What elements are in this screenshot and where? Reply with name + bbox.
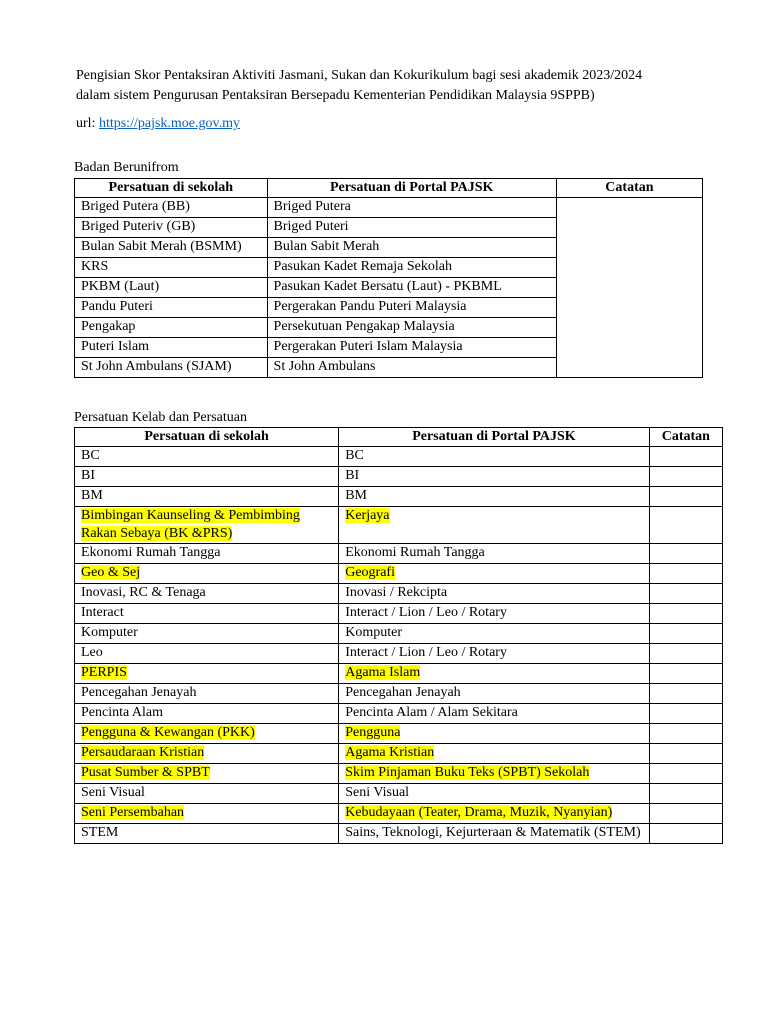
portal-society-cell [339, 664, 649, 684]
notes-cell [649, 487, 722, 507]
header-portal-society: Persatuan di Portal PAJSK [339, 428, 649, 447]
portal-society-cell: Pergerakan Pandu Puteri Malaysia [267, 298, 556, 318]
table-row [75, 644, 723, 664]
table-row [75, 447, 723, 467]
portal-society-cell [339, 507, 649, 544]
portal-society-cell: Briged Puteri [267, 218, 556, 238]
table-row [75, 487, 723, 507]
portal-society-text: Sains, Teknologi, Kejurteraan & Matematik (STEM) [345, 825, 641, 840]
school-society-text: Inovasi, RC & Tenaga [81, 585, 206, 600]
portal-society-cell: Pasukan Kadet Bersatu (Laut) - PKBML [267, 278, 556, 298]
table-row [75, 584, 723, 604]
header-portal-society: Persatuan di Portal PAJSK [267, 179, 556, 198]
school-society-text: BM [81, 488, 103, 503]
table-row [75, 744, 723, 764]
portal-society-cell [339, 624, 649, 644]
portal-society-cell [339, 804, 649, 824]
table-row [75, 604, 723, 624]
portal-society-cell [339, 564, 649, 584]
school-society-cell [75, 664, 339, 684]
notes-cell [556, 198, 702, 378]
school-society-cell: Briged Puteriv (GB) [75, 218, 268, 238]
school-society-cell [75, 764, 339, 784]
school-society-text: Geo & Sej [81, 565, 141, 580]
portal-society-text: BM [345, 488, 368, 503]
table-row [75, 624, 723, 644]
table-row [75, 824, 723, 844]
notes-cell [649, 784, 722, 804]
table-row [75, 507, 723, 544]
notes-cell [649, 507, 722, 544]
school-society-text: Komputer [81, 625, 138, 640]
table-header-row [75, 428, 723, 447]
portal-society-text: Interact / Lion / Leo / Rotary [345, 605, 507, 620]
school-society-cell: KRS [75, 258, 268, 278]
notes-cell [649, 564, 722, 584]
school-society-text: BC [81, 448, 100, 463]
table-row [75, 198, 703, 218]
school-society-cell: Briged Putera (BB) [75, 198, 268, 218]
portal-society-text: Pencinta Alam / Alam Sekitara [345, 705, 518, 720]
notes-cell [649, 644, 722, 664]
school-society-cell [75, 724, 339, 744]
portal-society-cell: Briged Putera [267, 198, 556, 218]
notes-cell [649, 804, 722, 824]
school-society-cell [75, 584, 339, 604]
portal-society-cell [339, 644, 649, 664]
school-society-cell [75, 684, 339, 704]
header-school-society: Persatuan di sekolah [75, 179, 268, 198]
notes-cell [649, 764, 722, 784]
clubs-societies-table [74, 427, 723, 844]
portal-society-cell [339, 487, 649, 507]
portal-society-cell [339, 467, 649, 487]
portal-society-text: Agama Kristian [345, 745, 435, 760]
portal-society-text: Kebudayaan (Teater, Drama, Muzik, Nyanyian) [345, 805, 613, 820]
school-society-text: Pencinta Alam [81, 705, 164, 720]
school-society-text: STEM [81, 825, 119, 840]
notes-cell [649, 744, 722, 764]
portal-society-cell [339, 447, 649, 467]
portal-society-text: Kerjaya [345, 508, 390, 523]
portal-society-cell: Pasukan Kadet Remaja Sekolah [267, 258, 556, 278]
portal-society-cell [339, 784, 649, 804]
portal-society-text: Seni Visual [345, 785, 410, 800]
portal-society-cell [339, 544, 649, 564]
table-row [75, 784, 723, 804]
school-society-text: BI [81, 468, 95, 483]
school-society-text: Pusat Sumber & SPBT [81, 765, 210, 780]
table-row [75, 804, 723, 824]
portal-society-text: Pencegahan Jenayah [345, 685, 461, 700]
portal-society-cell: St John Ambulans [267, 358, 556, 378]
uniform-bodies-table [74, 178, 703, 378]
notes-cell [649, 724, 722, 744]
school-society-cell: Puteri Islam [75, 338, 268, 358]
header-notes: Catatan [649, 428, 722, 447]
table-row [75, 764, 723, 784]
url-line [76, 114, 240, 134]
portal-society-text: Pengguna [345, 725, 401, 740]
portal-society-text: Interact / Lion / Leo / Rotary [345, 645, 507, 660]
table-row [75, 684, 723, 704]
notes-cell [649, 664, 722, 684]
portal-society-cell [339, 824, 649, 844]
portal-society-cell [339, 724, 649, 744]
portal-society-text: Skim Pinjaman Buku Teks (SPBT) Sekolah [345, 765, 590, 780]
notes-cell [649, 544, 722, 564]
school-society-text: Leo [81, 645, 103, 660]
portal-society-cell: Pergerakan Puteri Islam Malaysia [267, 338, 556, 358]
school-society-cell: Pengakap [75, 318, 268, 338]
table-row [75, 564, 723, 584]
notes-cell [649, 604, 722, 624]
portal-society-text: Geografi [345, 565, 395, 580]
school-society-cell [75, 507, 339, 544]
portal-society-text: Inovasi / Rekcipta [345, 585, 448, 600]
school-society-cell [75, 624, 339, 644]
notes-cell [649, 704, 722, 724]
portal-society-cell [339, 704, 649, 724]
intro-paragraph [76, 66, 716, 106]
table-header-row [75, 179, 703, 198]
portal-society-cell [339, 684, 649, 704]
school-society-cell [75, 447, 339, 467]
school-society-cell: St John Ambulans (SJAM) [75, 358, 268, 378]
school-society-cell: Pandu Puteri [75, 298, 268, 318]
url-label: url: [76, 116, 99, 131]
school-society-text: Persaudaraan Kristian [81, 745, 205, 760]
school-society-cell [75, 564, 339, 584]
school-society-text: Seni Persembahan [81, 805, 185, 820]
school-society-cell [75, 544, 339, 564]
table-row [75, 704, 723, 724]
table-row [75, 664, 723, 684]
school-society-cell [75, 804, 339, 824]
school-society-text: Seni Visual [81, 785, 145, 800]
school-society-cell [75, 704, 339, 724]
school-society-text: Bimbingan Kaunseling & Pembimbing Rakan Sebaya (BK &PRS) [81, 508, 300, 541]
intro-line-2: dalam sistem Pengurusan Pentaksiran Bersepadu Kementerian Pendidikan Malaysia 9SPPB) [76, 88, 595, 103]
school-society-cell [75, 744, 339, 764]
notes-cell [649, 624, 722, 644]
portal-society-cell [339, 764, 649, 784]
table1-caption: Badan Berunifrom [74, 160, 179, 175]
notes-cell [649, 684, 722, 704]
portal-society-cell [339, 604, 649, 624]
portal-link[interactable]: https://pajsk.moe.gov.my [98, 116, 240, 131]
school-society-text: PERPIS [81, 665, 127, 680]
intro-line-1: Pengisian Skor Pentaksiran Aktiviti Jasmani, Sukan dan Kokurikulum bagi sesi akademik 2023/2024 [76, 68, 643, 83]
table-row [75, 467, 723, 487]
school-society-text: Pengguna & Kewangan (PKK) [81, 725, 255, 740]
school-society-cell: Bulan Sabit Merah (BSMM) [75, 238, 268, 258]
portal-society-cell [339, 584, 649, 604]
notes-cell [649, 584, 722, 604]
header-notes: Catatan [556, 179, 702, 198]
school-society-cell [75, 467, 339, 487]
notes-cell [649, 824, 722, 844]
header-school-society: Persatuan di sekolah [75, 428, 339, 447]
notes-cell [649, 467, 722, 487]
table2-caption: Persatuan Kelab dan Persatuan [74, 410, 247, 425]
school-society-cell [75, 644, 339, 664]
school-society-cell [75, 487, 339, 507]
notes-cell [649, 447, 722, 467]
school-society-cell [75, 824, 339, 844]
school-society-cell [75, 784, 339, 804]
portal-society-text: BC [345, 448, 364, 463]
table-row [75, 724, 723, 744]
school-society-text: Ekonomi Rumah Tangga [81, 545, 221, 560]
portal-society-text: Komputer [345, 625, 402, 640]
portal-society-cell: Persekutuan Pengakap Malaysia [267, 318, 556, 338]
portal-society-text: BI [345, 468, 360, 483]
school-society-text: Pencegahan Jenayah [81, 685, 197, 700]
portal-society-text: Agama Islam [345, 665, 421, 680]
school-society-cell: PKBM (Laut) [75, 278, 268, 298]
table-row [75, 544, 723, 564]
school-society-text: Interact [81, 605, 124, 620]
portal-society-cell: Bulan Sabit Merah [267, 238, 556, 258]
portal-society-cell [339, 744, 649, 764]
school-society-cell [75, 604, 339, 624]
portal-society-text: Ekonomi Rumah Tangga [345, 545, 485, 560]
